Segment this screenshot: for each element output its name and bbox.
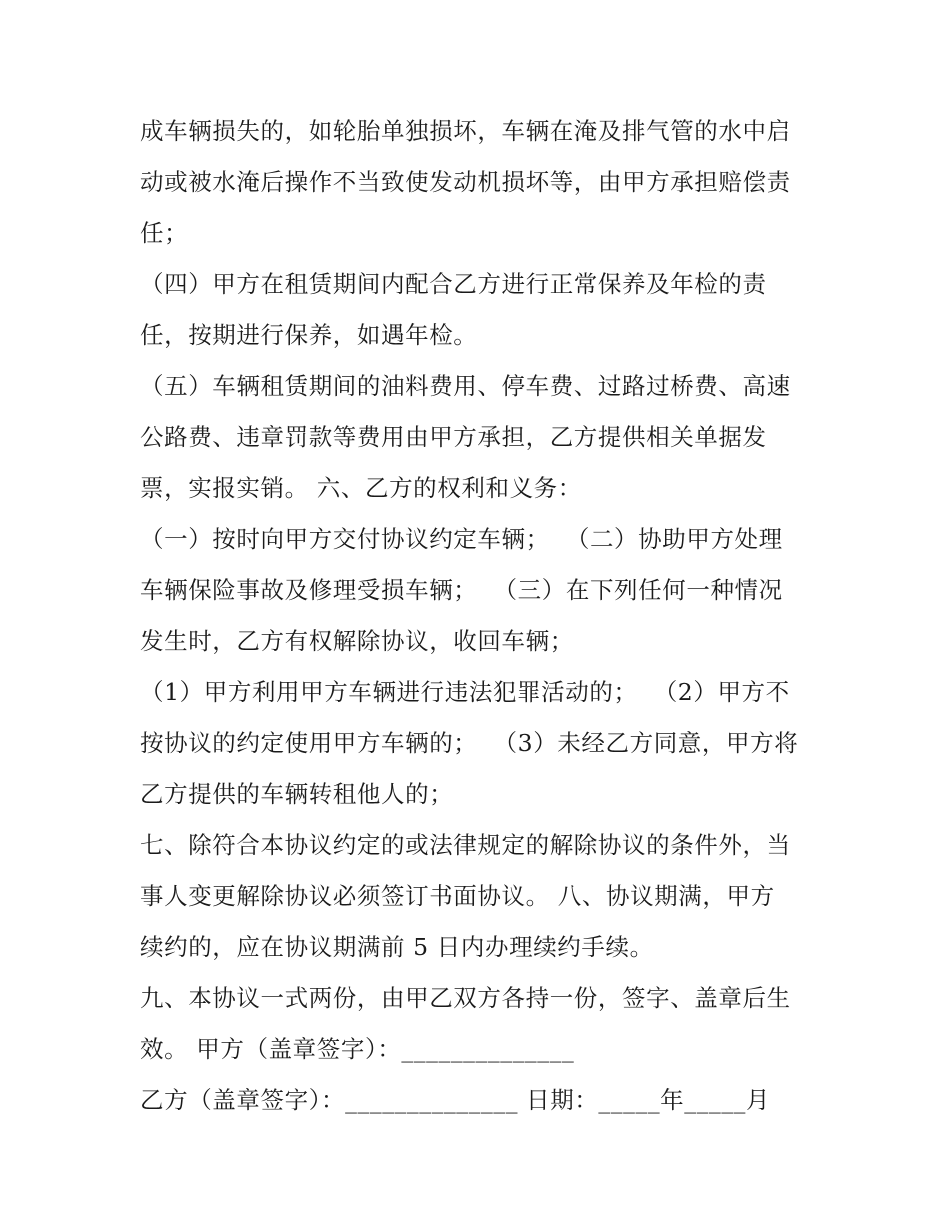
text-line: 发生时，乙方有权解除协议，收回车辆；	[140, 627, 574, 655]
text-line: 成车辆损失的，如轮胎单独损坏，车辆在淹及排气管的水中启	[140, 117, 791, 145]
text-line: （四）甲方在租赁期间内配合乙方进行正常保养及年检的责	[140, 270, 767, 298]
signature-line-party-a: 效。 甲方（盖章签字）：______________	[140, 1035, 575, 1063]
text-line: （一）按时向甲方交付协议约定车辆； （二）协助甲方处理	[140, 525, 783, 553]
text-line: 任；	[140, 219, 189, 247]
text-line: 续约的，应在协议期满前 5 日内办理续约手续。	[140, 933, 654, 961]
document-body	[140, 106, 820, 1126]
text-line: （1）甲方利用甲方车辆进行违法犯罪活动的； （2）甲方不	[140, 678, 790, 706]
signature-line-party-b: 乙方（盖章签字）：______________ 日期：_____年_____月	[140, 1086, 771, 1114]
text-line: 公路费、违章罚款等费用由甲方承担，乙方提供相关单据发	[140, 423, 767, 451]
text-line: 动或被水淹后操作不当致使发动机损坏等，由甲方承担赔偿责	[140, 168, 791, 196]
text-line: （五）车辆租赁期间的油料费用、停车费、过路过桥费、高速	[140, 372, 791, 400]
text-line: 票，实报实销。 六、乙方的权利和义务：	[140, 474, 582, 502]
text-line: 任，按期进行保养，如遇年检。	[140, 321, 478, 349]
text-line: 九、本协议一式两份，由甲乙双方各持一份，签字、盖章后生	[140, 984, 791, 1012]
text-line: 乙方提供的车辆转租他人的；	[140, 780, 454, 808]
text-line: 车辆保险事故及修理受损车辆； （三）在下列任何一种情况	[140, 576, 783, 604]
text-line: 事人变更解除协议必须签订书面协议。 八、协议期满，甲方	[140, 882, 775, 910]
text-line: 按协议的约定使用甲方车辆的； （3）未经乙方同意，甲方将	[140, 729, 799, 757]
text-line: 七、除符合本协议约定的或法律规定的解除协议的条件外，当	[140, 831, 791, 859]
